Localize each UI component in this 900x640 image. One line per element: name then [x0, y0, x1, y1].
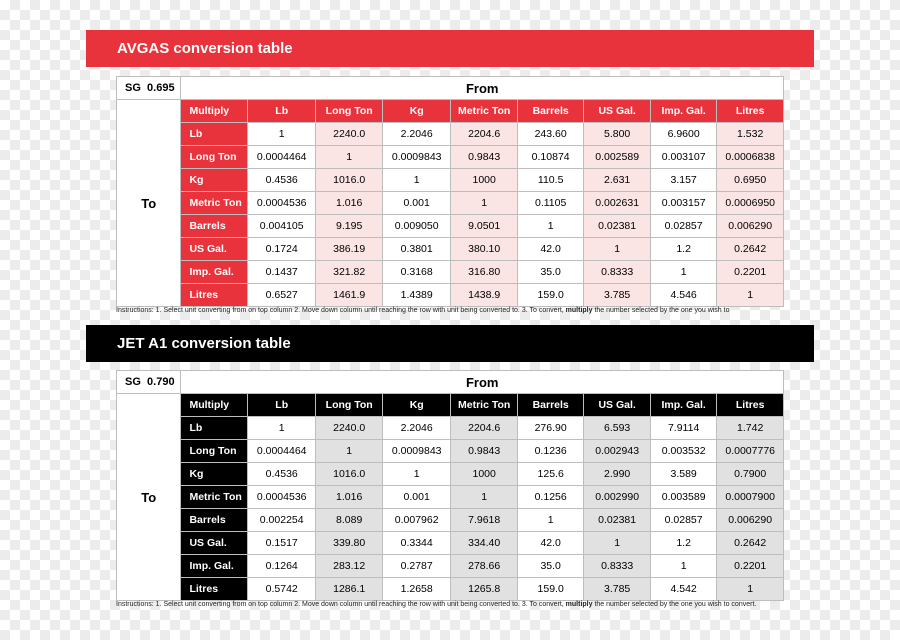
jeta1-table-cell: 1.742: [717, 417, 784, 440]
avgas-table-cell: 1.016: [316, 192, 382, 215]
jeta1-table-cell: 0.4536: [247, 463, 316, 486]
avgas-table-cell: 1: [247, 123, 316, 146]
jeta1-column-header: Lb: [247, 394, 316, 417]
jeta1-table-cell: 0.02857: [650, 509, 716, 532]
avgas-column-header: Kg: [382, 100, 451, 123]
avgas-table-cell: 1: [717, 284, 784, 307]
avgas-table-cell: 0.9843: [451, 146, 517, 169]
avgas-table-row: [117, 215, 784, 238]
jeta1-to-label: To: [117, 394, 181, 601]
avgas-table-cell: 159.0: [517, 284, 583, 307]
avgas-column-header: Litres: [717, 100, 784, 123]
avgas-table-cell: 0.0009843: [382, 146, 451, 169]
jeta1-table-cell: 1: [584, 532, 650, 555]
jeta1-title-banner: [86, 325, 814, 362]
avgas-table-cell: 380.10: [451, 238, 517, 261]
jeta1-table-cell: 0.2642: [717, 532, 784, 555]
avgas-table-cell: 0.003157: [650, 192, 716, 215]
jeta1-table-cell: 1: [316, 440, 382, 463]
jeta1-column-header: Metric Ton: [451, 394, 517, 417]
jeta1-row-header: Long Ton: [181, 440, 247, 463]
jeta1-table-cell: 125.6: [517, 463, 583, 486]
avgas-from-header: From: [181, 77, 784, 100]
avgas-table-row: [117, 261, 784, 284]
avgas-table-cell: 0.009050: [382, 215, 451, 238]
avgas-table-cell: 0.1105: [517, 192, 583, 215]
jeta1-table-cell: 339.80: [316, 532, 382, 555]
sg-value: 0.790: [147, 376, 175, 388]
jeta1-table-cell: 1000: [451, 463, 517, 486]
avgas-table-cell: 1.2: [650, 238, 716, 261]
avgas-column-header: US Gal.: [584, 100, 650, 123]
avgas-table-cell: 1: [517, 215, 583, 238]
jeta1-table-cell: 8.089: [316, 509, 382, 532]
avgas-table-cell: 3.785: [584, 284, 650, 307]
avgas-table-cell: 0.02857: [650, 215, 716, 238]
jeta1-table-row: [117, 440, 784, 463]
avgas-row-header: US Gal.: [181, 238, 247, 261]
avgas-table-cell: 0.004105: [247, 215, 316, 238]
jeta1-row-header: Litres: [181, 578, 247, 601]
avgas-table-cell: 0.003107: [650, 146, 716, 169]
avgas-column-header: Imp. Gal.: [650, 100, 716, 123]
avgas-row-header: Long Ton: [181, 146, 247, 169]
avgas-table-cell: 0.2642: [717, 238, 784, 261]
avgas-table-cell: 0.002589: [584, 146, 650, 169]
avgas-table-cell: 9.195: [316, 215, 382, 238]
avgas-table-cell: 1.532: [717, 123, 784, 146]
jeta1-table-cell: 0.0004464: [247, 440, 316, 463]
avgas-table-cell: 0.6527: [247, 284, 316, 307]
avgas-table-cell: 3.157: [650, 169, 716, 192]
jeta1-table-row: [117, 486, 784, 509]
avgas-table-row: [117, 284, 784, 307]
jeta1-table-row: [117, 578, 784, 601]
jeta1-table-cell: 35.0: [517, 555, 583, 578]
avgas-table-cell: 0.0004464: [247, 146, 316, 169]
jeta1-multiply-header: Multiply: [181, 394, 247, 417]
jeta1-table-cell: 0.007962: [382, 509, 451, 532]
jeta1-table-cell: 283.12: [316, 555, 382, 578]
avgas-table-cell: 0.1437: [247, 261, 316, 284]
sg-value: 0.695: [147, 82, 175, 94]
jeta1-table-cell: 2240.0: [316, 417, 382, 440]
avgas-table-cell: 1461.9: [316, 284, 382, 307]
avgas-table-cell: 2240.0: [316, 123, 382, 146]
jeta1-table-cell: 278.66: [451, 555, 517, 578]
avgas-table-cell: 1016.0: [316, 169, 382, 192]
jeta1-table-cell: 0.9843: [451, 440, 517, 463]
avgas-table-row: [117, 169, 784, 192]
avgas-table-cell: 0.0004536: [247, 192, 316, 215]
jeta1-table-cell: 1.2658: [382, 578, 451, 601]
jeta1-table-cell: 1: [247, 417, 316, 440]
jeta1-instructions: Instructions: 1. Select unit converting from on top column 2. Move down column until reaching the row with unit being converted to. 3. To convert, multiply the number selected by the one you wish to convert.: [116, 601, 757, 608]
avgas-table-cell: 0.02381: [584, 215, 650, 238]
jeta1-table-cell: 4.542: [650, 578, 716, 601]
jeta1-row-header: Lb: [181, 417, 247, 440]
avgas-table-cell: 0.0006838: [717, 146, 784, 169]
jeta1-table-cell: 1: [451, 486, 517, 509]
jeta1-table-cell: 0.002943: [584, 440, 650, 463]
avgas-table-cell: 0.3801: [382, 238, 451, 261]
avgas-table-cell: 0.4536: [247, 169, 316, 192]
avgas-table-cell: 1: [584, 238, 650, 261]
avgas-instructions: Instructions: 1. Select unit converting from on top column 2. Move down column until reaching the row with unit being converted to. 3. To convert, multiply the number selected by the one you wish to: [116, 307, 730, 314]
avgas-title: AVGAS conversion table: [117, 40, 293, 57]
jeta1-table-cell: 0.1517: [247, 532, 316, 555]
jeta1-table-cell: 0.2201: [717, 555, 784, 578]
avgas-table-cell: 1438.9: [451, 284, 517, 307]
avgas-table-cell: 321.82: [316, 261, 382, 284]
avgas-table-cell: 2204.6: [451, 123, 517, 146]
avgas-table-cell: 1: [382, 169, 451, 192]
jeta1-table-cell: 0.0007900: [717, 486, 784, 509]
jeta1-table-cell: 2.2046: [382, 417, 451, 440]
jeta1-row-header: Metric Ton: [181, 486, 247, 509]
jeta1-table-row: [117, 509, 784, 532]
jeta1-column-header: Litres: [717, 394, 784, 417]
jeta1-table-cell: 0.003532: [650, 440, 716, 463]
avgas-table-cell: 0.0006950: [717, 192, 784, 215]
jeta1-row-header: Barrels: [181, 509, 247, 532]
avgas-title-banner: [86, 30, 814, 67]
jeta1-table-cell: 1016.0: [316, 463, 382, 486]
avgas-table-cell: 316.80: [451, 261, 517, 284]
avgas-row-header: Imp. Gal.: [181, 261, 247, 284]
avgas-table-cell: 1000: [451, 169, 517, 192]
avgas-row-header: Kg: [181, 169, 247, 192]
jeta1-table-cell: 0.006290: [717, 509, 784, 532]
jeta1-table-cell: 0.002254: [247, 509, 316, 532]
jeta1-table-cell: 1: [717, 578, 784, 601]
avgas-table-cell: 42.0: [517, 238, 583, 261]
avgas-table-cell: 0.006290: [717, 215, 784, 238]
jeta1-table-cell: 0.0009843: [382, 440, 451, 463]
jeta1-row-header: Kg: [181, 463, 247, 486]
avgas-table-cell: 0.1724: [247, 238, 316, 261]
jeta1-table-row: [117, 532, 784, 555]
jeta1-column-header: Long Ton: [316, 394, 382, 417]
jeta1-table-cell: 1286.1: [316, 578, 382, 601]
jeta1-table-cell: 0.1236: [517, 440, 583, 463]
jeta1-table-cell: 0.5742: [247, 578, 316, 601]
jeta1-table-cell: 1: [650, 555, 716, 578]
avgas-table-cell: 1: [451, 192, 517, 215]
avgas-table-row: [117, 192, 784, 215]
avgas-table-cell: 1.4389: [382, 284, 451, 307]
avgas-column-header: Barrels: [517, 100, 583, 123]
jeta1-table-cell: 7.9114: [650, 417, 716, 440]
avgas-table-cell: 9.0501: [451, 215, 517, 238]
avgas-row-header: Barrels: [181, 215, 247, 238]
avgas-column-header: Lb: [247, 100, 316, 123]
jeta1-table-cell: 0.0007776: [717, 440, 784, 463]
jeta1-table-cell: 0.7900: [717, 463, 784, 486]
sg-label: SG: [125, 376, 141, 388]
avgas-table-cell: 1: [316, 146, 382, 169]
jeta1-table-cell: 0.2787: [382, 555, 451, 578]
jeta1-table-cell: 0.1256: [517, 486, 583, 509]
jeta1-table-cell: 0.001: [382, 486, 451, 509]
jeta1-table-cell: 1265.8: [451, 578, 517, 601]
jeta1-table-cell: 276.90: [517, 417, 583, 440]
jeta1-table-cell: 3.589: [650, 463, 716, 486]
jeta1-table-cell: 0.002990: [584, 486, 650, 509]
avgas-table-cell: 5.800: [584, 123, 650, 146]
avgas-table-row: [117, 238, 784, 261]
jeta1-from-header: From: [181, 371, 784, 394]
avgas-table-cell: 0.8333: [584, 261, 650, 284]
jeta1-column-header: US Gal.: [584, 394, 650, 417]
jeta1-column-header: Imp. Gal.: [650, 394, 716, 417]
avgas-to-label: To: [117, 100, 181, 307]
jeta1-table-cell: 2204.6: [451, 417, 517, 440]
avgas-table-cell: 2.2046: [382, 123, 451, 146]
jeta1-row-header: US Gal.: [181, 532, 247, 555]
avgas-table-cell: 243.60: [517, 123, 583, 146]
avgas-column-header: Long Ton: [316, 100, 382, 123]
avgas-table-cell: 0.002631: [584, 192, 650, 215]
jeta1-table-cell: 0.3344: [382, 532, 451, 555]
jeta1-table-cell: 0.02381: [584, 509, 650, 532]
jeta1-column-header: Kg: [382, 394, 451, 417]
avgas-table-cell: 0.3168: [382, 261, 451, 284]
jeta1-table-cell: 1.016: [316, 486, 382, 509]
avgas-table-cell: 6.9600: [650, 123, 716, 146]
avgas-table-cell: 0.10874: [517, 146, 583, 169]
avgas-table-cell: 110.5: [517, 169, 583, 192]
jeta1-table-cell: 0.003589: [650, 486, 716, 509]
jeta1-table-cell: 1: [517, 509, 583, 532]
jeta1-row-header: Imp. Gal.: [181, 555, 247, 578]
jeta1-table-cell: 334.40: [451, 532, 517, 555]
jeta1-table-row: [117, 417, 784, 440]
avgas-table-cell: 35.0: [517, 261, 583, 284]
jeta1-table-cell: 1.2: [650, 532, 716, 555]
avgas-table-cell: 1: [650, 261, 716, 284]
avgas-table-row: [117, 146, 784, 169]
avgas-table-cell: 2.631: [584, 169, 650, 192]
jeta1-table-cell: 159.0: [517, 578, 583, 601]
avgas-table-cell: 4.546: [650, 284, 716, 307]
jeta1-table-cell: 0.0004536: [247, 486, 316, 509]
avgas-row-header: Litres: [181, 284, 247, 307]
jeta1-table-cell: 3.785: [584, 578, 650, 601]
avgas-multiply-header: Multiply: [181, 100, 247, 123]
jeta1-table-cell: 1: [382, 463, 451, 486]
jeta1-table-cell: 6.593: [584, 417, 650, 440]
jeta1-table-cell: 42.0: [517, 532, 583, 555]
jeta1-table-cell: 0.1264: [247, 555, 316, 578]
jeta1-table-cell: 2.990: [584, 463, 650, 486]
jeta1-table-row: [117, 555, 784, 578]
avgas-row-header: Lb: [181, 123, 247, 146]
avgas-table-cell: 0.6950: [717, 169, 784, 192]
avgas-column-header: Metric Ton: [451, 100, 517, 123]
avgas-table-cell: 386.19: [316, 238, 382, 261]
jeta1-column-header: Barrels: [517, 394, 583, 417]
jeta1-sg-cell: [117, 371, 181, 394]
sg-label: SG: [125, 82, 141, 94]
jeta1-table-cell: 0.8333: [584, 555, 650, 578]
avgas-sg-cell: [117, 77, 181, 100]
jeta1-table-row: [117, 463, 784, 486]
avgas-row-header: Metric Ton: [181, 192, 247, 215]
jeta1-title: JET A1 conversion table: [117, 335, 291, 352]
avgas-table-row: [117, 123, 784, 146]
jeta1-table-cell: 7.9618: [451, 509, 517, 532]
avgas-table-cell: 0.2201: [717, 261, 784, 284]
avgas-table-cell: 0.001: [382, 192, 451, 215]
